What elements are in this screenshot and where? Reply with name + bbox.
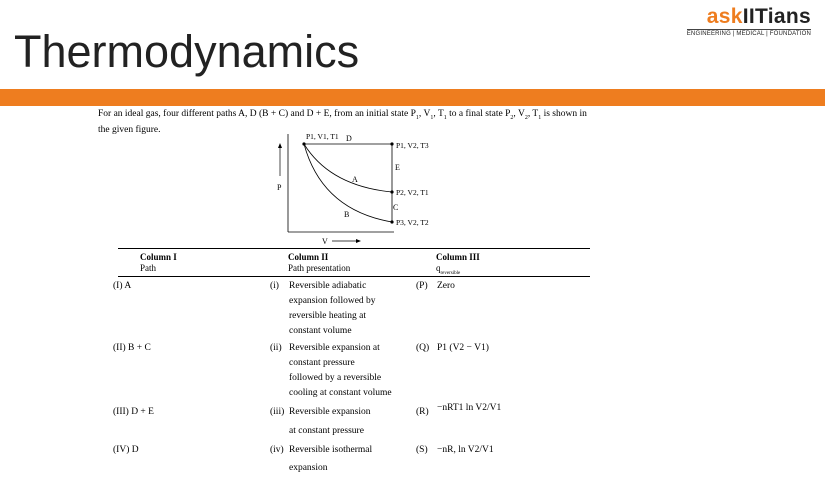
row-1-col1: (I) A [113,281,132,291]
v-axis-label: V [322,237,328,246]
row-3-col3-num: (R) [416,407,429,417]
pv-diagram [270,128,450,246]
column-2-header: Column II Path presentation [288,252,351,273]
slide-title: Thermodynamics [14,26,360,77]
path-a-curve [304,144,392,192]
column-1-header: Column I Path [140,252,177,273]
column-3-header: Column III $q_{reversible}$ [436,252,480,276]
row-2-col3-num: (Q) [416,343,430,353]
row-3-col2: Reversible expansion at constant pressure [289,407,371,436]
row-2-col3: P1 (V2 − V1) [437,343,489,353]
path-d-label: D [346,134,352,143]
question-text: For an ideal gas, four different paths A, D (B + C) and D + E, from an initial state $P_1$, $V_1$, $T_1$ to a final state $P_2$, $V_2$, $T_1$ is shown in the given figure. [98,109,587,135]
match-table-header [118,248,590,277]
path-b-label: B [344,210,350,219]
state-initial-dot [302,142,305,145]
state-final-dot [390,190,393,193]
title-divider-bar [0,89,825,106]
row-2-col2-num: (ii) [270,343,282,353]
row-4-col2-num: (iv) [270,445,284,455]
state-bottom-label: P3, V2, T2 [396,218,429,227]
row-4-col3-num: (S) [416,445,428,455]
state-top-right-dot [390,142,393,145]
row-1-col3: Zero [437,281,455,291]
row-3-col3: −nRT1 ln V2/V1 [437,403,502,413]
asklitians-logo [687,6,811,37]
row-1-col2-num: (i) [270,281,279,291]
p-axis-label: P [277,183,282,192]
state-initial-label: P1, V1, T1 [306,132,339,141]
state-final-label: P2, V2, T1 [396,188,429,197]
row-4-col3: −nR, ln V2/V1 [437,445,494,455]
row-2-col2: Reversible expansion at constant pressure followed by a reversible cooling at constant volume [289,343,392,398]
state-bottom-dot [390,220,393,223]
path-a-label: A [352,175,358,184]
row-1-col2: Reversible adiabatic expansion followed by reversible heating at constant volume [289,281,376,336]
logo-tagline: ENGINEERING | MEDICAL | FOUNDATION [686,31,811,37]
state-top-right-label: P1, V2, T3 [396,141,429,150]
row-2-col1: (II) B + C [113,343,151,353]
row-3-col1: (III) D + E [113,407,154,417]
row-4-col1: (IV) D [113,445,139,455]
row-4-col2: Reversible isothermal expansion [289,445,373,473]
path-e-label: E [395,163,400,172]
row-3-col2-num: (iii) [270,407,285,417]
path-c-label: C [393,203,399,212]
logo-wordmark: askIITians [706,5,811,28]
row-1-col3-num: (P) [416,281,428,291]
